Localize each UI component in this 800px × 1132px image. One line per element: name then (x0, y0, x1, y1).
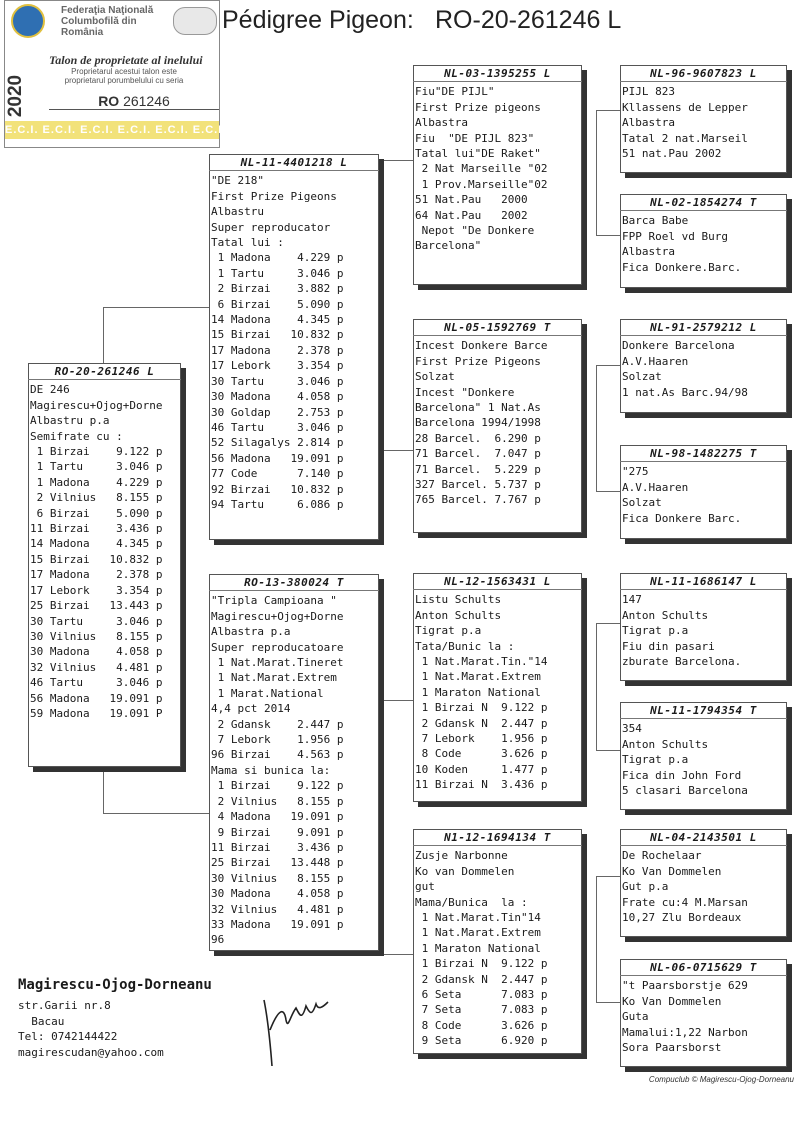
box-line: 1 Marat.National (211, 686, 324, 700)
box-line: Anton Schults (415, 608, 502, 622)
signature-icon (250, 980, 340, 1070)
box-line: Anton Schults (622, 737, 709, 751)
title-label: Pédigree Pigeon: (222, 6, 414, 34)
box-line: Solzat (622, 496, 662, 510)
box-line: Barcelona 1994/1998 (415, 416, 541, 430)
box-line: 7 Seta 7.083 p (415, 1003, 548, 1017)
box-line: 765 Barcel. 7.767 p (415, 493, 541, 507)
box-line: Kllassens de Lepper (622, 100, 748, 114)
box-line: 9 Birzai 9.091 p (211, 825, 344, 839)
footer-credit: Compuclub © Magirescu-Ojog-Dorneanu (648, 1075, 794, 1084)
box-line: 1 Prov.Marseille"02 (415, 177, 548, 191)
box-ring-number: NL-11-1686147 L (620, 574, 787, 590)
connector-line (103, 307, 209, 308)
box-line: First Prize pigeons (415, 100, 541, 114)
certificate-year: 2020 (5, 74, 27, 118)
box-ring-number: NL-11-4401218 L (209, 155, 379, 171)
box-line: Ko van Dommelen (415, 864, 515, 878)
box-line: 6 Seta 7.083 p (415, 988, 548, 1002)
box-line: 1 Nat.Marat.Tineret (211, 656, 344, 670)
connector-line (596, 623, 620, 624)
connector-line (596, 365, 620, 366)
box-line: 28 Barcel. 6.290 p (415, 431, 541, 445)
box-ring-number: NL-98-1482275 T (620, 446, 787, 462)
box-line: A.V.Haaren (622, 480, 689, 494)
box-line: Ko Van Dommelen (622, 994, 722, 1008)
federation-name: Federaţia Naţională Columbofilă din România (61, 5, 154, 38)
box-line: Tigrat p.a (415, 624, 482, 638)
box-line: 2 Nat Marseille "02 (415, 162, 548, 176)
box-line: 94 Tartu 6.086 p (211, 497, 344, 511)
box-line: Solzat (622, 370, 662, 384)
certificate-title: Talon de proprietate al inelului (49, 53, 203, 67)
box-line: Barcelona" 1 Nat.As (415, 401, 541, 415)
box-line: 147 (622, 593, 642, 607)
box-line: 96 (211, 933, 225, 947)
box-line: Tigrat p.a (622, 624, 689, 638)
title-ring-number: RO-20-261246 L (435, 6, 622, 34)
box-line: zburate Barcelona. (622, 655, 742, 669)
pedigree-box-great-grandsire-3 (620, 573, 787, 681)
connector-line (103, 813, 209, 814)
box-line: gut (415, 880, 435, 894)
box-line: Ko Van Dommelen (622, 864, 722, 878)
box-line: 92 Birzai 10.832 p (211, 482, 344, 496)
connector-line (596, 110, 597, 235)
box-line: Tatal 2 nat.Marseil (622, 131, 748, 145)
box-line: 8 Code 3.626 p (415, 747, 548, 761)
box-line: 6 Birzai 5.090 p (211, 297, 344, 311)
box-line: 7 Lebork 1.956 p (211, 733, 344, 747)
box-line: 7 Lebork 1.956 p (415, 732, 548, 746)
box-line: Guta (622, 1010, 649, 1024)
box-line: 56 Madona 19.091 p (211, 451, 344, 465)
ring-certificate (4, 0, 302, 148)
connector-line (103, 307, 104, 363)
box-line: Albastra (415, 116, 468, 130)
pedigree-box-great-granddam-2 (620, 445, 787, 539)
certificate-strip: E.C.I. E.C.I. E.C.I. E.C.I. E.C.I. E.C.I. E.C.I. E.C.I. (5, 121, 219, 139)
box-line: Gut p.a (622, 880, 669, 894)
box-line: 51 nat.Pau 2002 (622, 147, 722, 161)
box-ring-number: N1-12-1694134 T (413, 830, 582, 846)
certificate-ring-number: RO 261246 (49, 93, 219, 110)
box-line: "t Paarsborstje 629 (622, 979, 748, 993)
box-line: 30 Vilnius 8.155 p (30, 629, 163, 643)
box-ring-number: NL-06-0715629 T (620, 960, 787, 976)
connector-line (377, 160, 413, 161)
box-line: 1 Birzai N 9.122 p (415, 701, 548, 715)
box-ring-number: NL-96-9607823 L (620, 66, 787, 82)
box-line: 1 Nat.Marat.Extrem (211, 671, 337, 685)
box-line: Semifrate cu : (30, 429, 123, 443)
box-line: 327 Barcel. 5.737 p (415, 478, 541, 492)
box-line: 1 Nat.Marat.Tin"14 (415, 911, 541, 925)
connector-line (377, 450, 413, 451)
connector-line (377, 954, 413, 955)
box-line: 8 Code 3.626 p (415, 1018, 548, 1032)
box-line: 1 Maraton National (415, 941, 541, 955)
box-ring-number: RO-13-380024 T (209, 575, 379, 591)
box-line: Incest "Donkere (415, 385, 515, 399)
box-ring-number: NL-91-2579212 L (620, 320, 787, 336)
box-line: Albastra (622, 116, 675, 130)
box-line: Fica Donkere Barc. (622, 511, 742, 525)
box-line: A.V.Haaren (622, 354, 689, 368)
box-ring-number: NL-04-2143501 L (620, 830, 787, 846)
box-line: Mamalui:1,22 Narbon (622, 1025, 748, 1039)
box-line: 71 Barcel. 7.047 p (415, 447, 541, 461)
box-ring-number: NL-05-1592769 T (413, 320, 582, 336)
pedigree-box-grandsire-1 (413, 65, 582, 285)
breeder-info (18, 976, 212, 1060)
box-line: 15 Birzai 10.832 p (30, 552, 163, 566)
box-line: 52 Silagalys 2.814 p (211, 436, 344, 450)
box-line: 17 Madona 2.378 p (30, 568, 163, 582)
connector-line (596, 876, 597, 1002)
pedigree-box-granddam-2 (413, 829, 582, 1054)
box-line: Albastru p.a (30, 414, 110, 428)
box-line: Fica Donkere.Barc. (622, 260, 742, 274)
box-line: 2 Gdansk 2.447 p (211, 717, 344, 731)
box-line: 30 Goldap 2.753 p (211, 405, 344, 419)
box-line: First Prize Pigeons (211, 189, 337, 203)
box-line: 30 Madona 4.058 p (30, 645, 163, 659)
box-line: First Prize Pigeons (415, 354, 541, 368)
box-line: "DE 218" (211, 174, 264, 188)
box-line: Mama/Bunica la : (415, 895, 528, 909)
box-line: 2 Gdansk N 2.447 p (415, 716, 548, 730)
box-line: Magirescu+Ojog+Dorne (30, 398, 163, 412)
box-line: 14 Madona 4.345 p (211, 313, 344, 327)
box-line: 59 Madona 19.091 P (30, 706, 163, 720)
connector-line (596, 235, 620, 236)
box-line: FPP Roel vd Burg (622, 229, 728, 243)
box-line: 46 Tartu 3.046 p (211, 420, 344, 434)
breeder-phone: Tel: 0742144422 (18, 1030, 118, 1043)
connector-line (596, 876, 620, 877)
box-ring-number: NL-02-1854274 T (620, 195, 787, 211)
box-line: Albastru (211, 205, 264, 219)
box-line: 2 Birzai 3.882 p (211, 282, 344, 296)
box-line: 6 Birzai 5.090 p (30, 506, 163, 520)
box-line: 77 Code 7.140 p (211, 467, 344, 481)
connector-line (377, 700, 413, 701)
box-line: 30 Vilnius 8.155 p (211, 871, 344, 885)
box-line: 96 Birzai 4.563 p (211, 748, 344, 762)
box-line: Mama si bunica la: (211, 763, 331, 777)
federation-badge-icon (173, 7, 217, 35)
pedigree-box-sire (209, 154, 379, 540)
pedigree-box-granddam-1 (413, 319, 582, 533)
connector-line (596, 491, 620, 492)
certificate-subtitle: Proprietarul acestui talon este proprietarul porumbelului cu seria (64, 67, 184, 85)
box-line: 1 Madona 4.229 p (30, 475, 163, 489)
box-line: 64 Nat.Pau 2002 (415, 208, 528, 222)
box-line: 32 Vilnius 4.481 p (211, 902, 344, 916)
box-line: Fiu"DE PIJL" (415, 85, 495, 99)
box-line: 1 Birzai 9.122 p (30, 445, 163, 459)
box-line: 2 Vilnius 8.155 p (30, 491, 163, 505)
connector-line (103, 766, 104, 814)
box-line: 30 Tartu 3.046 p (211, 374, 344, 388)
box-line: Anton Schults (622, 608, 709, 622)
box-line: Tigrat p.a (622, 753, 689, 767)
box-line: 30 Madona 4.058 p (211, 390, 344, 404)
box-line: Magirescu+Ojog+Dorne (211, 609, 344, 623)
box-line: 25 Birzai 13.443 p (30, 599, 163, 613)
box-line: 9 Seta 6.920 p (415, 1034, 548, 1048)
box-line: Fiu din pasari (622, 639, 715, 653)
box-line: Tatal lui : (211, 236, 284, 250)
box-line: Super reproducatoare (211, 640, 344, 654)
box-line: Fica din John Ford (622, 768, 742, 782)
connector-line (596, 365, 597, 491)
box-line: 1 Nat.Marat.Extrem (415, 670, 541, 684)
pedigree-box-great-grandsire-2 (620, 319, 787, 413)
box-line: De Rochelaar (622, 849, 702, 863)
connector-line (596, 110, 620, 111)
box-line: 5 clasari Barcelona (622, 784, 748, 798)
pedigree-box-great-grandsire-1 (620, 65, 787, 173)
box-line: 10 Koden 1.477 p (415, 762, 548, 776)
box-line: 2 Vilnius 8.155 p (211, 794, 344, 808)
box-line: 14 Madona 4.345 p (30, 537, 163, 551)
pedigree-box-great-grandsire-4 (620, 829, 787, 937)
box-line: "275 (622, 465, 649, 479)
box-line: Nepot "De Donkere (415, 224, 535, 238)
box-line: 25 Birzai 13.448 p (211, 856, 344, 870)
box-line: 4 Madona 19.091 p (211, 810, 344, 824)
box-line: 17 Lebork 3.354 p (30, 583, 163, 597)
box-line: 1 Birzai 9.122 p (211, 779, 344, 793)
box-line: 1 Maraton National (415, 685, 541, 699)
box-line: Albastra (622, 245, 675, 259)
box-line: 51 Nat.Pau 2000 (415, 193, 528, 207)
box-line: Tatal lui"DE Raket" (415, 147, 541, 161)
box-line: 33 Madona 19.091 p (211, 917, 344, 931)
box-line: Listu Schults (415, 593, 502, 607)
pedigree-box-great-granddam-4 (620, 959, 787, 1067)
box-line: 11 Birzai 3.436 p (211, 840, 344, 854)
pedigree-box-grandsire-2 (413, 573, 582, 802)
box-line: Fiu "DE PIJL 823" (415, 131, 535, 145)
box-line: 56 Madona 19.091 p (30, 691, 163, 705)
box-line: PIJL 823 (622, 85, 675, 99)
pedigree-box-dam (209, 574, 379, 951)
box-line: 2 Gdansk N 2.447 p (415, 972, 548, 986)
breeder-email[interactable]: magirescudan@yahoo.com (18, 1045, 164, 1059)
box-line: Incest Donkere Barce (415, 339, 548, 353)
box-line: 1 Tartu 3.046 p (211, 266, 344, 280)
breeder-city: Bacau (18, 1014, 65, 1028)
box-line: 11 Birzai N 3.436 p (415, 778, 548, 792)
box-line: 46 Tartu 3.046 p (30, 676, 163, 690)
box-line: Barca Babe (622, 214, 689, 228)
page-title (222, 6, 622, 35)
pedigree-box-great-granddam-3 (620, 702, 787, 810)
box-line: Tata/Bunic la : (415, 639, 515, 653)
box-ring-number: NL-11-1794354 T (620, 703, 787, 719)
box-ring-number: NL-12-1563431 L (413, 574, 582, 590)
connector-line (596, 1002, 620, 1003)
box-line: 1 nat.As Barc.94/98 (622, 385, 748, 399)
connector-line (596, 623, 597, 750)
box-line: 1 Nat.Marat.Extrem (415, 926, 541, 940)
box-line: 71 Barcel. 5.229 p (415, 462, 541, 476)
box-line: Donkere Barcelona (622, 339, 735, 353)
box-line: 15 Birzai 10.832 p (211, 328, 344, 342)
box-ring-number: RO-20-261246 L (28, 364, 181, 380)
box-line: 1 Madona 4.229 p (211, 251, 344, 265)
box-line: 4,4 pct 2014 (211, 702, 291, 716)
breeder-address: str.Garii nr.8 (18, 999, 111, 1012)
box-line: Super reproducator (211, 220, 331, 234)
box-line: Frate cu:4 M.Marsan (622, 895, 748, 909)
box-line: Albastra p.a (211, 625, 291, 639)
box-line: Barcelona" (415, 239, 482, 253)
box-line: 1 Nat.Marat.Tin."14 (415, 655, 548, 669)
breeder-name: Magirescu-Ojog-Dorneanu (18, 977, 212, 993)
box-line: Solzat (415, 370, 455, 384)
federation-logo-icon (11, 4, 45, 38)
box-line: 10,27 Zlu Bordeaux (622, 911, 742, 925)
pedigree-box-great-granddam-1 (620, 194, 787, 288)
connector-line (596, 750, 620, 751)
box-line: "Tripla Campioana " (211, 594, 337, 608)
box-line: 11 Birzai 3.436 p (30, 522, 163, 536)
box-line: 1 Birzai N 9.122 p (415, 957, 548, 971)
box-line: 17 Madona 2.378 p (211, 343, 344, 357)
box-line: 17 Lebork 3.354 p (211, 359, 344, 373)
box-line: Zusje Narbonne (415, 849, 508, 863)
box-ring-number: NL-03-1395255 L (413, 66, 582, 82)
box-line: 30 Tartu 3.046 p (30, 614, 163, 628)
box-line: 32 Vilnius 4.481 p (30, 660, 163, 674)
box-line: 1 Tartu 3.046 p (30, 460, 163, 474)
box-line: Sora Paarsborst (622, 1041, 722, 1055)
box-line: 354 (622, 722, 642, 736)
box-line: 30 Madona 4.058 p (211, 887, 344, 901)
box-line: DE 246 (30, 383, 70, 397)
pedigree-box-subject (28, 363, 181, 767)
